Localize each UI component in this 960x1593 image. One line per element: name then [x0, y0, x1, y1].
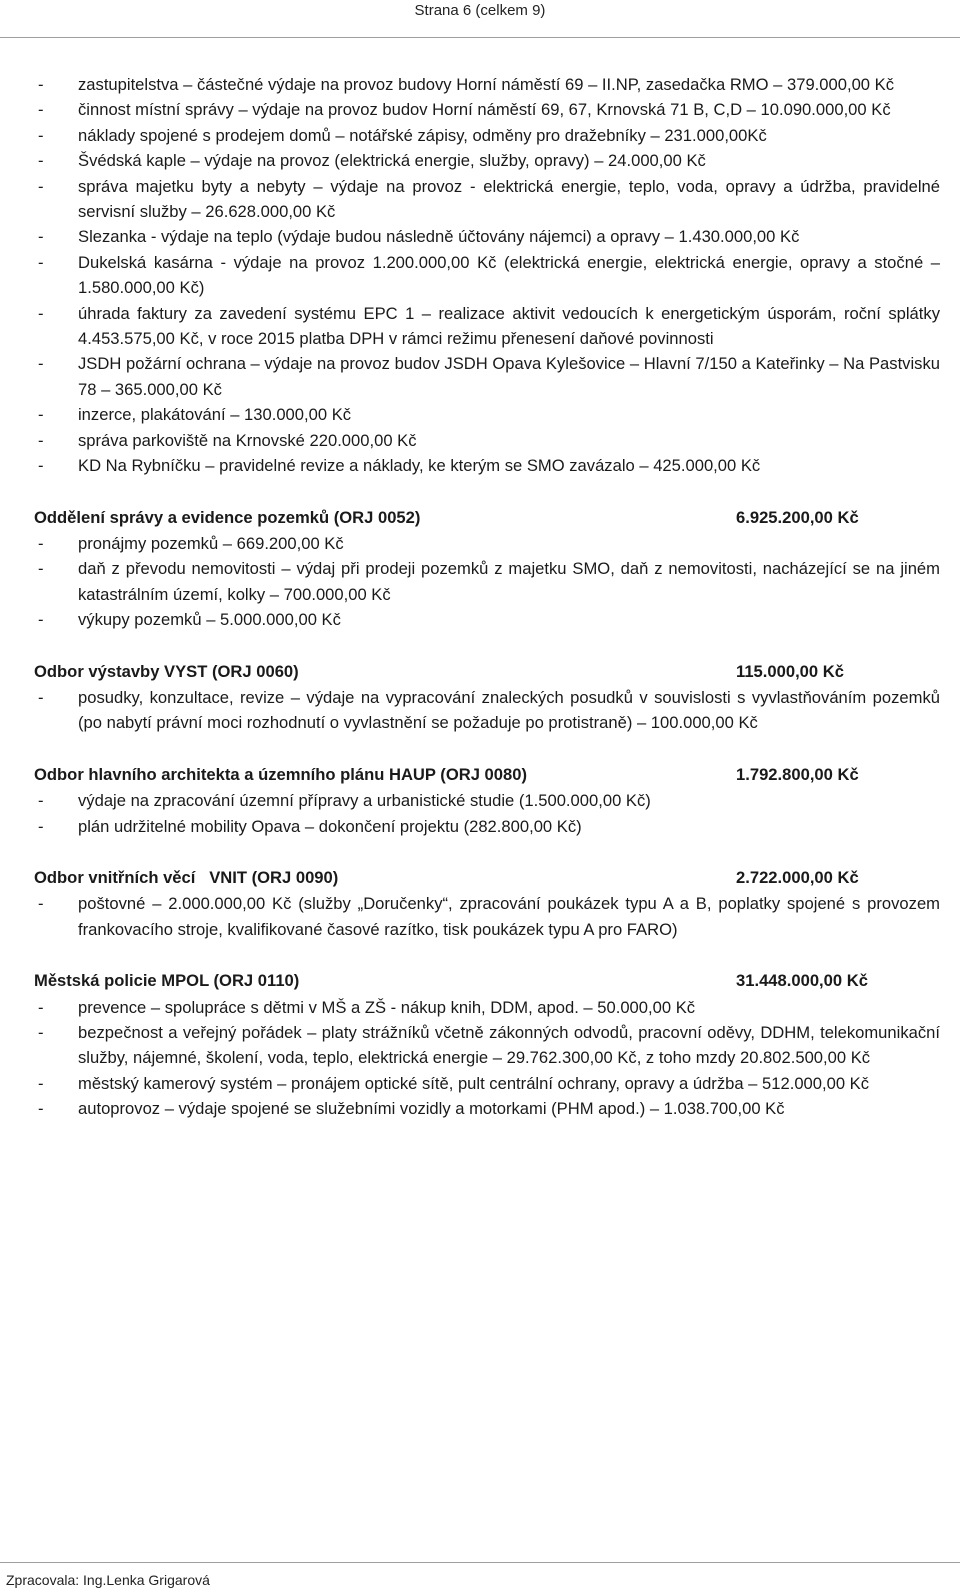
list-item: - JSDH požární ochrana – výdaje na provoz budov JSDH Opava Kylešovice – Hlavní 7/150 a Kateřinky – Na Pastvisku 78 – 365.000,00 Kč — [38, 354, 940, 399]
section-haup — [34, 762, 940, 839]
list-item: - inzerce, plakátování – 130.000,00 Kč — [38, 405, 352, 425]
section-title: Oddělení správy a evidence pozemků (ORJ 0052) — [34, 507, 421, 527]
list-item: - správa majetku byty a nebyty – výdaje na provoz - elektrická energie, teplo, voda, opravy a údržba, pravidelné servisní služby – 26.628.000,00 Kč — [38, 176, 940, 222]
list-item: - prevence – spolupráce s dětmi v MŠ a ZŠ - nákup knih, DDM, apod. – 50.000,00 Kč — [38, 997, 696, 1017]
document-body — [34, 72, 940, 1122]
section-heading — [34, 505, 940, 530]
list-item: - městský kamerový systém – pronájem optické sítě, pult centrální ochrany, opravy a údržba – 512.000,00 Kč — [38, 1073, 870, 1093]
section-heading — [34, 865, 940, 890]
list-item: - poštovné – 2.000.000,00 Kč (služby „Doručenky“, zpracování poukázek typu A a B, poplatky spojené s provozem frankovacího stroje, kvalifikované časové razítko, tisk poukázek typu A pro FARO) — [38, 894, 940, 939]
section-title: Městská policie MPOL (ORJ 0110) — [34, 971, 300, 991]
section-title: Odbor hlavního architekta a územního plánu HAUP (ORJ 0080) — [34, 764, 527, 784]
section-mpol — [34, 968, 940, 1121]
section-vnit — [34, 865, 940, 942]
list-item-text: Dukelská kasárna - výdaje na provoz 1.200.000,00 Kč (elektrická energie, elektrická energie, opravy a stočné – 1.580.000,00 Kč) — [78, 252, 940, 298]
list-item: - výkupy pozemků – 5.000.000,00 Kč — [38, 610, 341, 630]
footer-divider — [0, 1562, 960, 1563]
section-amount: 2.722.000,00 Kč — [736, 867, 859, 887]
list-item-text: autoprovoz – výdaje spojené se služebními vozidly a motorkami (PHM apod.) – 1.038.700,00 Kč — [78, 1099, 785, 1119]
list-item-text: náklady spojené s prodejem domů – notářské zápisy, odměny pro dražebníky – 231.000,00Kč — [78, 125, 767, 145]
list-item-text: výkupy pozemků – 5.000.000,00 Kč — [78, 610, 341, 630]
intro-list — [34, 72, 940, 479]
list-item-text: Slezanka - výdaje na teplo (výdaje budou následně účtovány nájemci) a opravy – 1.430.000,00 Kč — [78, 227, 800, 247]
header-divider — [0, 37, 960, 38]
section-vyst — [34, 659, 940, 736]
section-amount: 1.792.800,00 Kč — [736, 764, 859, 784]
section-title: Odbor vnitřních věcí VNIT (ORJ 0090) — [34, 867, 339, 887]
list-item: - pronájmy pozemků – 669.200,00 Kč — [38, 533, 344, 553]
section-heading — [34, 762, 940, 787]
list-item: - výdaje na zpracování územní přípravy a urbanistické studie (1.500.000,00 Kč) — [38, 791, 651, 811]
section-pozemky — [34, 505, 940, 633]
section-amount: 31.448.000,00 Kč — [736, 971, 868, 991]
list-item-text: městský kamerový systém – pronájem optické sítě, pult centrální ochrany, opravy a údržba – 512.000,00 Kč — [78, 1073, 870, 1093]
list-item-text: inzerce, plakátování – 130.000,00 Kč — [78, 405, 352, 425]
section-amount: 6.925.200,00 Kč — [736, 507, 859, 527]
list-item-text: poštovné – 2.000.000,00 Kč (služby „Doručenky“, zpracování poukázek typu A a B, poplatky spojené s provozem frankovacího stroje, kvalifikované časové razítko, tisk poukázek typu A pro FARO) — [78, 894, 940, 939]
section-title: Odbor výstavby VYST (ORJ 0060) — [34, 661, 299, 681]
page-footer-author: Zpracovala: Ing.Lenka Grigarová — [6, 1572, 210, 1588]
list-item-text: správa parkoviště na Krnovské 220.000,00 Kč — [78, 430, 417, 450]
list-item-text: Švédská kaple – výdaje na provoz (elektrická energie, služby, opravy) – 24.000,00 Kč — [78, 151, 706, 171]
list-item: - bezpečnost a veřejný pořádek – platy strážníků včetně zákonných odvodů, pracovní oděvy, DDHM, telekomunikační služby, nájemné, školení, voda, teplo, elektrická energie – 29.762.300,00 Kč, z toho mzdy 20.802.500,00 Kč — [38, 1023, 940, 1068]
page-number-header: Strana 6 (celkem 9) — [414, 2, 546, 19]
list-item: - Švédská kaple – výdaje na provoz (elektrická energie, služby, opravy) – 24.000,00 Kč — [38, 151, 706, 171]
list-item-text: výdaje na zpracování územní přípravy a urbanistické studie (1.500.000,00 Kč) — [78, 791, 651, 811]
list-item: - daň z převodu nemovitosti – výdaj při prodeji pozemků z majetku SMO, daň z nemovitosti, nacházející se na jiném katastrálním území, kolky – 700.000,00 Kč — [38, 559, 940, 604]
list-item: - Slezanka - výdaje na teplo (výdaje budou následně účtovány nájemci) a opravy – 1.430.000,00 Kč — [38, 227, 800, 247]
section-heading — [34, 659, 940, 684]
list-item-text: bezpečnost a veřejný pořádek – platy strážníků včetně zákonných odvodů, pracovní oděvy, DDHM, telekomunikační služby, nájemné, školení, voda, teplo, elektrická energie – 29.762.300,00 Kč, z toho mzdy 20.802.500,00 Kč — [78, 1023, 940, 1068]
list-item-text: KD Na Rybníčku – pravidelné revize a náklady, ke kterým se SMO zavázalo – 425.000,00 Kč — [78, 456, 761, 476]
list-item-text: daň z převodu nemovitosti – výdaj při prodeji pozemků z majetku SMO, daň z nemovitosti, nacházející se na jiném katastrálním území, kolky – 700.000,00 Kč — [78, 559, 940, 604]
list-item: - Dukelská kasárna - výdaje na provoz 1.200.000,00 Kč (elektrická energie, elektrická energie, opravy a stočné – 1.580.000,00 Kč) — [38, 252, 940, 298]
list-item-text: prevence – spolupráce s dětmi v MŠ a ZŠ - nákup knih, DDM, apod. – 50.000,00 Kč — [78, 997, 696, 1017]
list-item: - správa parkoviště na Krnovské 220.000,00 Kč — [38, 430, 417, 450]
list-item-text: pronájmy pozemků – 669.200,00 Kč — [78, 533, 344, 553]
list-item-text: JSDH požární ochrana – výdaje na provoz budov JSDH Opava Kylešovice – Hlavní 7/150 a Kateřinky – Na Pastvisku 78 – 365.000,00 Kč — [78, 354, 940, 399]
list-item: - KD Na Rybníčku – pravidelné revize a náklady, ke kterým se SMO zavázalo – 425.000,00 Kč — [38, 456, 761, 476]
list-item-text: zastupitelstva – částečné výdaje na provoz budovy Horní náměstí 69 – II.NP, zasedačka RMO – 379.000,00 Kč — [78, 75, 895, 94]
list-item-text: posudky, konzultace, revize – výdaje na vypracování znaleckých posudků v souvislosti s vyvlastňováním pozemků (po nabytí právní moci rozhodnutí o vyvlastnění se požaduje po protistraně) – 100.000,00 Kč — [78, 687, 940, 733]
section-heading — [34, 968, 940, 993]
list-item: - zastupitelstva – částečné výdaje na provoz budovy Horní náměstí 69 – II.NP, zasedačka RMO – 379.000,00 Kč — [38, 75, 895, 94]
list-item: - úhrada faktury za zavedení systému EPC 1 – realizace aktivit vedoucích k energetickým úsporám, roční splátky 4.453.575,00 Kč, v roce 2015 platba DPH v rámci režimu přenesení daňové povinnosti — [38, 303, 940, 349]
list-item-text: činnost místní správy – výdaje na provoz budov Horní náměstí 69, 67, Krnovská 71 B, C,D – 10.090.000,00 Kč — [78, 100, 891, 120]
list-item: - činnost místní správy – výdaje na provoz budov Horní náměstí 69, 67, Krnovská 71 B, C,D – 10.090.000,00 Kč — [38, 100, 891, 120]
list-item-text: úhrada faktury za zavedení systému EPC 1 – realizace aktivit vedoucích k energetickým úsporám, roční splátky 4.453.575,00 Kč, v roce 2015 platba DPH v rámci režimu přenesení daňové povinnosti — [78, 303, 940, 349]
list-item: - náklady spojené s prodejem domů – notářské zápisy, odměny pro dražebníky – 231.000,00Kč — [38, 125, 767, 145]
list-item: - plán udržitelné mobility Opava – dokončení projektu (282.800,00 Kč) — [38, 816, 582, 836]
list-item-text: plán udržitelné mobility Opava – dokončení projektu (282.800,00 Kč) — [78, 816, 582, 836]
section-amount: 115.000,00 Kč — [736, 661, 844, 681]
list-item: - posudky, konzultace, revize – výdaje na vypracování znaleckých posudků v souvislosti s vyvlastňováním pozemků (po nabytí právní moci rozhodnutí o vyvlastnění se požaduje po protistraně) – 100.000,00 Kč — [38, 687, 940, 733]
list-item-text: správa majetku byty a nebyty – výdaje na provoz - elektrická energie, teplo, voda, opravy a údržba, pravidelné servisní služby – 26.628.000,00 Kč — [78, 176, 940, 222]
list-item: - autoprovoz – výdaje spojené se služebními vozidly a motorkami (PHM apod.) – 1.038.700,00 Kč — [38, 1099, 785, 1119]
